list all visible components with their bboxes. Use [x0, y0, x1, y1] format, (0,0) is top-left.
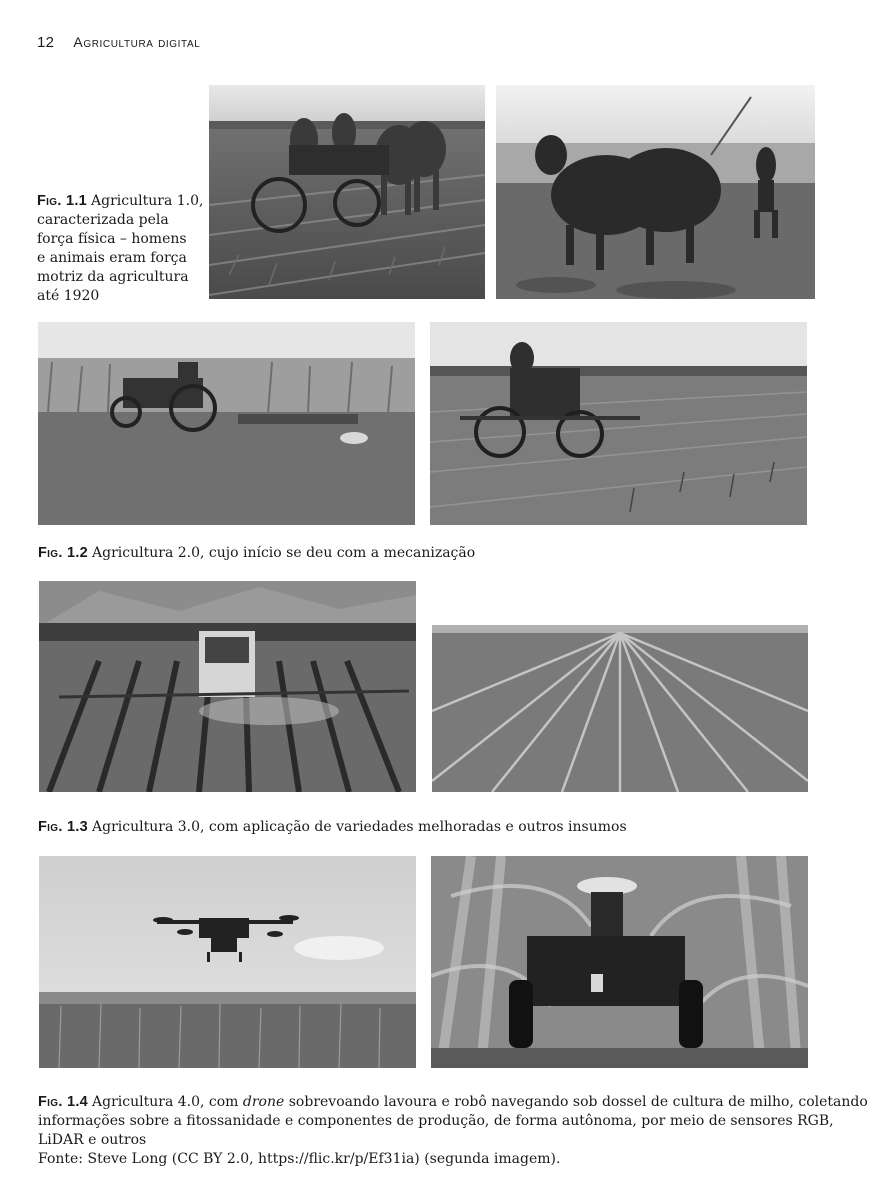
figure-1-3-caption — [38, 818, 627, 837]
figure-1-4-caption-pre: Agricultura 4.0, com — [92, 1094, 243, 1110]
figure-1-1-caption-line: Agricultura 1.0, — [91, 193, 204, 209]
figure-1-4-label: Fig. 1.4 — [38, 1094, 89, 1110]
figure-1-4-caption — [38, 1093, 868, 1169]
figure-1-4-caption-line: informações sobre a fitossanidade e componentes de produção, de forma autônoma, por meio de sensores RGB, — [38, 1113, 834, 1129]
figure-1-2-caption-text: Agricultura 2.0, cujo início se deu com a mecanização — [92, 545, 476, 561]
figure-1-1-caption — [37, 192, 207, 306]
running-title: Agricultura digital — [73, 34, 201, 50]
photo-ox-plough — [496, 85, 815, 299]
figure-1-1-caption-line: motriz da agricultura — [37, 269, 189, 285]
running-header — [37, 33, 200, 51]
photo-sprayer-tractor — [39, 581, 416, 792]
photo-tractor-tall-crop — [38, 322, 415, 525]
figure-1-3-label: Fig. 1.3 — [38, 819, 89, 835]
figure-1-4-source: Fonte: Steve Long (CC BY 2.0, https://flic.kr/p/Ef31ia) (segunda imagem). — [38, 1151, 561, 1167]
figure-1-4-caption-line: LiDAR e outros — [38, 1132, 147, 1148]
figure-1-1-caption-line: caracterizada pela — [37, 212, 169, 228]
photo-horse-drawn-cultivator — [209, 85, 485, 299]
figure-1-3-caption-text: Agricultura 3.0, com aplicação de variedades melhoradas e outros insumos — [92, 819, 627, 835]
photo-tractor-cultivating-corn — [430, 322, 807, 525]
photo-robot-under-corn-canopy — [431, 856, 808, 1068]
figure-1-2-caption — [38, 544, 475, 563]
figure-1-4-caption-italic: drone — [242, 1094, 285, 1110]
figure-1-4-caption-post: sobrevoando lavoura e robô navegando sob dossel de cultura de milho, coletando — [284, 1094, 868, 1110]
photo-corn-rows — [432, 581, 808, 792]
figure-1-2-label: Fig. 1.2 — [38, 545, 89, 561]
photo-drone-over-field — [39, 856, 416, 1068]
page-number: 12 — [37, 34, 55, 51]
figure-1-1-caption-line: e animais eram força — [37, 250, 187, 266]
figure-1-1-label: Fig. 1.1 — [37, 193, 88, 209]
figure-1-1-caption-line: até 1920 — [37, 288, 100, 304]
figure-1-1-caption-line: força física – homens — [37, 231, 187, 247]
